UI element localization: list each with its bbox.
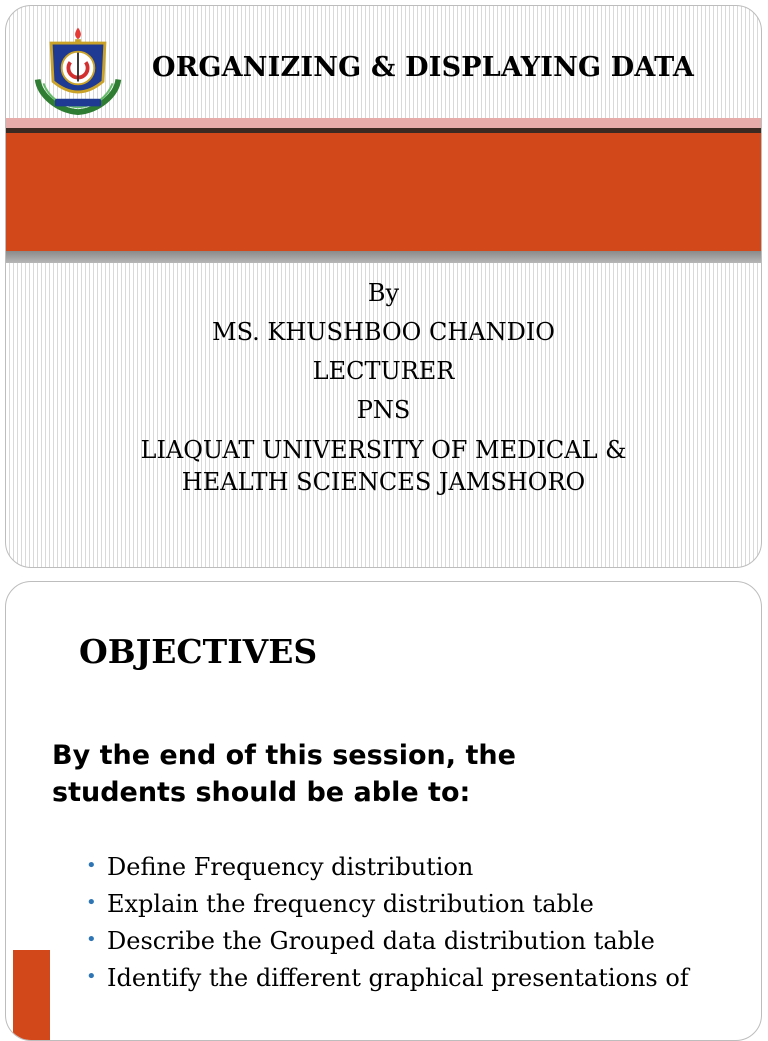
objectives-heading: OBJECTIVES bbox=[79, 632, 318, 671]
list-item-text: Explain the frequency distribution table bbox=[107, 890, 594, 918]
grey-shadow-band bbox=[6, 251, 761, 263]
bullet-icon: • bbox=[86, 892, 97, 913]
accent-bar bbox=[13, 950, 50, 1041]
list-item-text: Define Frequency distribution bbox=[107, 853, 474, 881]
objectives-slide bbox=[5, 581, 762, 1041]
author-role: LECTURER bbox=[312, 357, 455, 385]
objectives-intro bbox=[52, 737, 612, 811]
pink-band bbox=[6, 118, 761, 128]
intro-line-2: students should be able to: bbox=[52, 777, 471, 808]
institution-line-1: LIAQUAT UNIVERSITY OF MEDICAL & bbox=[140, 436, 627, 464]
author-department: PNS bbox=[356, 396, 411, 424]
author-credits bbox=[6, 278, 761, 498]
by-label: By bbox=[367, 279, 400, 307]
list-item bbox=[86, 962, 726, 994]
list-item bbox=[86, 888, 726, 920]
orange-banner bbox=[6, 133, 761, 251]
title-slide bbox=[5, 5, 762, 568]
bullet-icon: • bbox=[86, 855, 97, 876]
list-item bbox=[86, 851, 726, 883]
university-logo bbox=[30, 20, 126, 116]
author-name: MS. KHUSHBOO CHANDIO bbox=[212, 318, 555, 346]
list-item bbox=[86, 925, 726, 957]
intro-line-1: By the end of this session, the bbox=[52, 740, 516, 771]
presentation-title: ORGANIZING & DISPLAYING DATA bbox=[152, 52, 695, 83]
institution-line-2: HEALTH SCIENCES JAMSHORO bbox=[181, 468, 586, 496]
list-item-text: Identify the different graphical presentations of bbox=[107, 964, 689, 992]
bullet-icon: • bbox=[86, 929, 97, 950]
bullet-icon: • bbox=[86, 966, 97, 987]
list-item-text: Describe the Grouped data distribution table bbox=[107, 927, 655, 955]
objectives-list bbox=[86, 851, 726, 999]
